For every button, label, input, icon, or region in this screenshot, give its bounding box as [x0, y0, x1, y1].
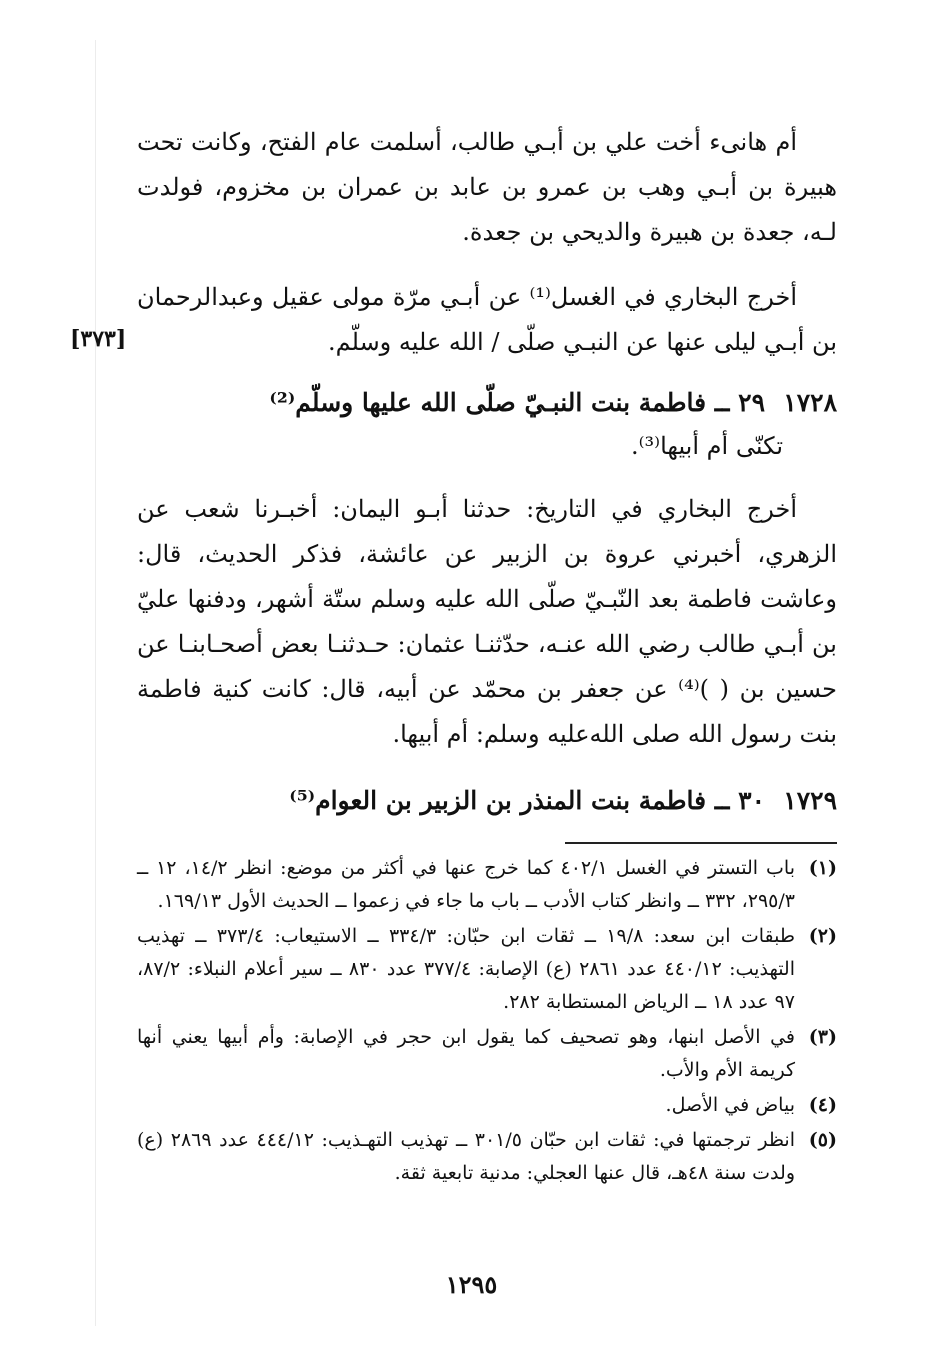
footnote-1 [137, 852, 837, 918]
footnote-divider [565, 842, 837, 844]
footnote-marker: (٥) [808, 1129, 837, 1151]
footnote-2 [137, 920, 837, 1019]
biography-paragraph [137, 120, 837, 255]
entry-title: ٣٠ ــ فاطمة بنت المنذر بن الزبير بن العوام⁽⁵⁾ [289, 786, 765, 815]
footnote-text: باب التستر في الغسل ٤٠٢/١ كما خرج عنها في أكثر من موضع: انظر ١٤/٢، ١٢ ــ ٢٩٥/٣، ٣٣٢ ــ وانظر كتاب الأدب ــ باب ما جاء في زعموا ــ الحديث الأول ١٦٩/١٣. [137, 857, 795, 912]
page-number: ١٢٩٥ [445, 1270, 498, 1299]
footnote-3 [137, 1021, 837, 1087]
footnote-marker: (١) [808, 857, 837, 879]
footnote-4 [137, 1089, 837, 1122]
footnote-marker: (٢) [808, 925, 837, 947]
footnote-5 [137, 1124, 837, 1190]
biography-text: أم هانىء أخت علي بن أبـي طالب، أسلمت عام الفتح، وكانت تحت هبيرة بن أبـي وهب بن عمرو بن عابد بن عمران بن مخزوم، فولدت لـه، جعدة بن هبيرة والديحي بن جعدة. [137, 128, 837, 246]
bukhari-tarikh-paragraph [137, 487, 837, 757]
bukhari-ghusl-text: أخرج البخاري في الغسل⁽¹⁾ عن أبـي مرّة مولى عقيل وعبدالرحمان بن أبـي ليلى عنها عن النبـي صلّى / الله عليه وسلّم. [137, 283, 837, 356]
footnote-text: بياض في الأصل. [665, 1094, 795, 1116]
footnote-text: في الأصل ابنها، وهو تصحيف كما يقول ابن حجر في الإصابة: وأم أبيها يعني أنها كريمة الأم والأب. [137, 1026, 795, 1081]
entry-number: ١٧٢٨ [783, 388, 837, 417]
footnote-text: انظر ترجمتها في: ثقات ابن حبّان ٣٠١/٥ ــ تهذيب التهـذيب: ٤٤٤/١٢ عدد ٢٨٦٩ (ع) ولدت سنة ٤٨هـ، قال عنها العجلي: مدنية تابعية ثقة. [137, 1129, 795, 1184]
footnotes [137, 852, 837, 1192]
entry-number: ١٧٢٩ [783, 786, 837, 815]
footnote-text: طبقات ابن سعد: ١٩/٨ ــ ثقات ابن حبّان: ٣٣٤/٣ ــ الاستيعاب: ٣٧٣/٤ ــ تهذيب التهذيب: ٤٤٠/١٢ عدد ٢٨٦١ (ع) الإصابة: ٣٧٧/٤ عدد ٨٣٠ ــ سير أعلام النبلاء: ٨٧/٢، ٩٧ عدد ١٨ ــ الرياض المستطابة ٢٨٢. [137, 925, 795, 1013]
bukhari-tarikh-text: أخرج البخاري في التاريخ: حدثنا أبـو اليمان: أخبـرنا شعب عن الزهري، أخبرني عروة بن الزبير عن عائشة، فذكر الحديث، قال: وعاشت فاطمة بعد النّبـيّ صلّى الله عليه وسلم ستّة أشهر، ودفنها عليّ بن أبـي طالب رضي الله عنـه، حدّثنـا عثمان: حـدثنـا بعض أصحـابنـا عن حسين بن ( )⁽⁴⁾ عن جعفر بن محمّد عن أبيه، قال: كانت كنية فاطمة بنت رسول الله صلى الله‌عليه وسلم: أم أبيها. [137, 495, 837, 748]
entry-title: ٢٩ ــ فاطمة بنت النبـيّ صلّى الله عليها وسلّم⁽²⁾ [269, 388, 765, 417]
footnote-marker: (٤) [808, 1094, 837, 1116]
marginal-page-ref: [٣٧٣] [70, 326, 127, 352]
entry-1728-kunya: تكنّى أم أبيها⁽³⁾. [631, 432, 783, 460]
footnote-marker: (٣) [808, 1026, 837, 1048]
page-edge-shadow [95, 40, 96, 1326]
bukhari-ghusl-paragraph [137, 275, 837, 365]
